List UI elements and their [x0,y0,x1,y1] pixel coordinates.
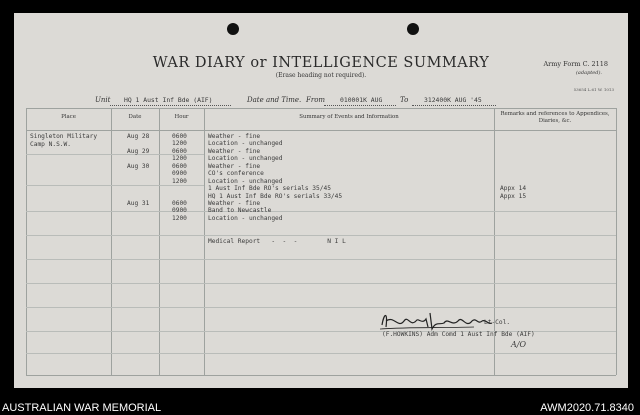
row-rule [26,235,616,236]
place-line: Camp N.S.W. [30,141,71,148]
column-header-remarks: Remarks and references to Appendices, Diaries, &c. [500,111,610,124]
form-title: WAR DIARY or INTELLIGENCE SUMMARY [152,55,490,71]
table-top-rule [26,108,616,109]
form-subtitle: (Erase heading not required). [275,72,367,79]
row-rule [26,353,616,354]
to-label: To [400,96,409,104]
col-rule [204,108,205,375]
row-rule [26,211,616,212]
date-entry: Aug 30 [127,163,150,170]
summary-entry: 1 Aust Inf Bde RO's serials 35/45 [208,185,331,192]
summary-entry: Weather - fine [208,133,261,140]
footer-accession-number: AWM2020.71.8340 [540,402,634,414]
col-rule [159,108,160,375]
remarks-entry: Appx 14 [500,185,527,192]
summary-entry: Weather - fine [208,200,261,207]
unit-label: Unit [95,96,111,104]
hour-entry: 0900 [172,170,187,177]
war-diary-sheet [14,13,628,388]
hour-entry: 1200 [172,215,187,222]
hour-entry: 1200 [172,178,187,185]
from-underline [324,105,396,106]
col-rule [111,108,112,375]
row-rule [26,259,616,260]
hour-entry: 0600 [172,163,187,170]
punch-hole [227,23,239,35]
print-code: 53654 L.61 W. 1013 [573,87,614,92]
summary-entry: Band to Newcastle [208,207,272,214]
date-time-label: Date and Time. [247,96,302,104]
signature-rank: Lt-Col. [484,319,511,326]
summary-entry: Location - unchanged [208,155,283,162]
hour-entry: 0600 [172,148,187,155]
form-adapted-note: (adapted). [575,70,602,76]
signature-initials: A/O [511,340,527,349]
signature-name: (F.HOWKINS) Adm Comd 1 Aust Inf Bde (AIF) [382,331,535,338]
hour-entry: 1200 [172,140,187,147]
row-rule [26,283,616,284]
medical-report: Medical Report - - - N I L [208,238,346,245]
hour-entry: 0600 [172,133,187,140]
unit-underline [110,105,231,106]
summary-entry: Location - unchanged [208,178,283,185]
table-right-rule [616,108,617,375]
date-entry: Aug 29 [127,148,150,155]
summary-entry: Weather - fine [208,148,261,155]
summary-entry: Weather - fine [208,163,261,170]
summary-entry: Location - unchanged [208,215,283,222]
punch-hole [407,23,419,35]
summary-entry: CO's conference [208,170,264,177]
header-bottom-rule [26,130,616,131]
from-label: From [306,96,326,104]
from-value: 010001K AUG [340,96,383,104]
place-line: Singleton Military [30,133,98,140]
unit-value: HQ 1 Aust Inf Bde (AIF) [124,96,213,104]
column-header-summary: Summary of Events and Information [299,114,399,120]
hour-entry: 0600 [172,200,187,207]
row-rule [26,307,616,308]
to-value: 312400K AUG '45 [424,96,482,104]
column-header-date: Date [128,114,142,120]
remarks-entry: Appx 15 [500,193,527,200]
hour-entry: 1200 [172,155,187,162]
footer-left-credit: AUSTRALIAN WAR MEMORIAL [2,402,162,414]
hour-entry: 0900 [172,207,187,214]
column-header-hour: Hour [174,114,189,120]
date-entry: Aug 31 [127,200,150,207]
summary-entry: Location - unchanged [208,140,283,147]
table-bottom-rule [26,375,616,376]
column-header-place: Place [61,114,76,120]
form-number: Army Form C. 2118 [543,60,608,68]
to-underline [412,105,496,106]
date-entry: Aug 28 [127,133,150,140]
table-left-rule [26,108,27,375]
summary-entry: HQ 1 Aust Inf Bde RO's serials 33/45 [208,193,343,200]
